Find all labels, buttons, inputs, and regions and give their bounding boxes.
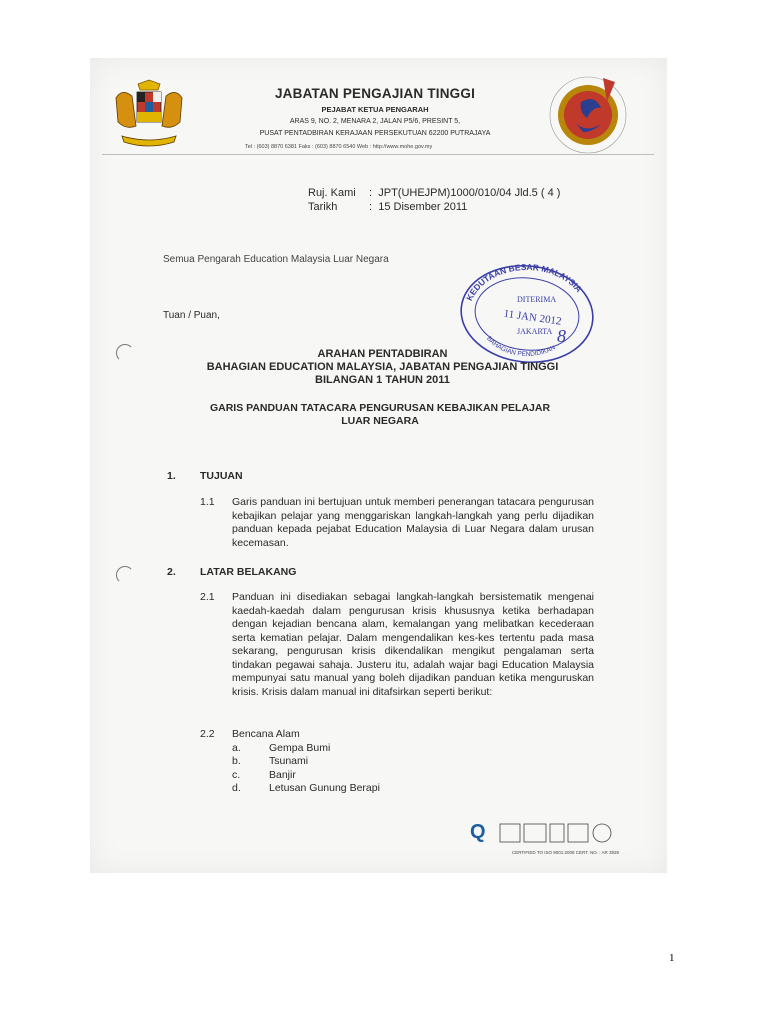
- list-item: d. Letusan Gunung Berapi: [232, 782, 380, 794]
- stamp-ring-text: KEDUTAAN BESAR MALAYSIA: [464, 262, 585, 303]
- paragraph-number: 2.2: [200, 728, 215, 740]
- title-line-2: BAHAGIAN EDUCATION MALAYSIA, JABATAN PENGAJIAN TINGGI: [206, 361, 559, 373]
- date-label: Tarikh: [308, 201, 338, 213]
- ministry-logo: [545, 72, 631, 158]
- page-number: 1: [669, 952, 675, 964]
- scanned-letter: [90, 58, 667, 873]
- document-title: [195, 348, 570, 387]
- document-subtitle: [190, 402, 570, 428]
- paragraph-text: Garis panduan ini bertujuan untuk memberi penerangan tatacara pengurusan kebajikan pelajar yang menggariskan langkah-langkah yang perlu dijadikan panduan kepada pejabat Education Malaysia di Luar Negara dalam urusan kecemasan.: [232, 496, 594, 549]
- svg-text:Q: Q: [470, 821, 486, 843]
- title-line-3: BILANGAN 1 TAHUN 2011: [315, 374, 450, 386]
- paragraph-text: Panduan ini disediakan sebagai langkah-langkah bersistematik mengenai kaedah-kaedah dalam pengurusan krisis khususnya ketika berhadapan dengan kejadian bencana alam, kemalangan yang melibatkan kecederaan serta kematian pelajar. Dalam mengendalikan kes-kes tertentu pada masa sekarang, pengurusan krisis dikendalikan mengikut pengalaman serta tindakan pegawai sahaja. Justeru itu, adalah wajar bagi Education Malaysia mempunyai satu manual yang boleh dijadikan panduan ketika menguruskan krisis. Krisis dalam manual ini ditafsirkan seperti berikut:: [232, 591, 594, 698]
- subtitle-line-1: GARIS PANDUAN TATACARA PENGURUSAN KEBAJIKAN PELAJAR: [209, 402, 551, 414]
- section-title: TUJUAN: [200, 470, 243, 482]
- disaster-list: [232, 728, 380, 796]
- list-item: b. Tsunami: [232, 755, 309, 767]
- letterhead-divider: [102, 154, 654, 155]
- date-value: 15 Disember 2011: [378, 201, 468, 213]
- subtitle-line-2: LUAR NEGARA: [341, 415, 419, 427]
- punch-hole-mark: [116, 344, 134, 362]
- certification-text: CERTIFIED TO ISO 9001:2008 CERT. NO. : AR 3939: [512, 850, 619, 855]
- coat-of-arms-emblem: [108, 78, 190, 152]
- salutation: Tuan / Puan,: [163, 310, 220, 321]
- section-number: 1.: [167, 470, 176, 482]
- section-title: LATAR BELAKANG: [200, 566, 297, 578]
- title-line-1: ARAHAN PENTADBIRAN: [317, 348, 448, 360]
- letterhead: [240, 86, 510, 138]
- reference-block: Ruj. Kami : JPT(UHEJPM)1000/010/04 Jld.5 ( 4 ) Tarikh : 15 Disember 2011: [308, 187, 561, 213]
- stamp-unit-text: BAHAGIAN PENDIDIKAN: [485, 335, 557, 359]
- section-number: 2.: [167, 566, 176, 578]
- department-name: JABATAN PENGAJIAN TINGGI: [274, 86, 476, 101]
- stamp-date: 11 JAN 2012: [502, 307, 563, 328]
- stamp-handwritten-number: 8: [557, 326, 566, 346]
- paragraph-number: 2.1: [200, 591, 215, 603]
- ref-label: Ruj. Kami: [308, 187, 356, 199]
- list-heading: Bencana Alam: [232, 728, 300, 740]
- stamp-received: DITERIMA: [517, 295, 557, 304]
- list-item: a. Gempa Bumi: [232, 741, 331, 754]
- stamp-city: JAKARTA: [517, 327, 553, 336]
- punch-hole-mark: [116, 566, 134, 584]
- address-line-1: ARAS 9, NO. 2, MENARA 2, JALAN P5/6, PRESINT 5,: [289, 118, 461, 125]
- list-item: c. Banjir: [232, 768, 296, 781]
- recipient-line: Semua Pengarah Education Malaysia Luar Negara: [163, 254, 389, 265]
- ref-value: JPT(UHEJPM)1000/010/04 Jld.5 ( 4 ): [378, 187, 561, 199]
- contact-info: Tel : (603) 8870 6381 Faks : (603) 8870 6540 Web : http://www.mohe.gov.my: [245, 144, 433, 150]
- office-name: PEJABAT KETUA PENGARAH: [321, 105, 429, 114]
- address-line-2: PUSAT PENTADBIRAN KERAJAAN PERSEKUTUAN 62200 PUTRAJAYA: [259, 130, 491, 137]
- paragraph-number: 1.1: [200, 496, 215, 508]
